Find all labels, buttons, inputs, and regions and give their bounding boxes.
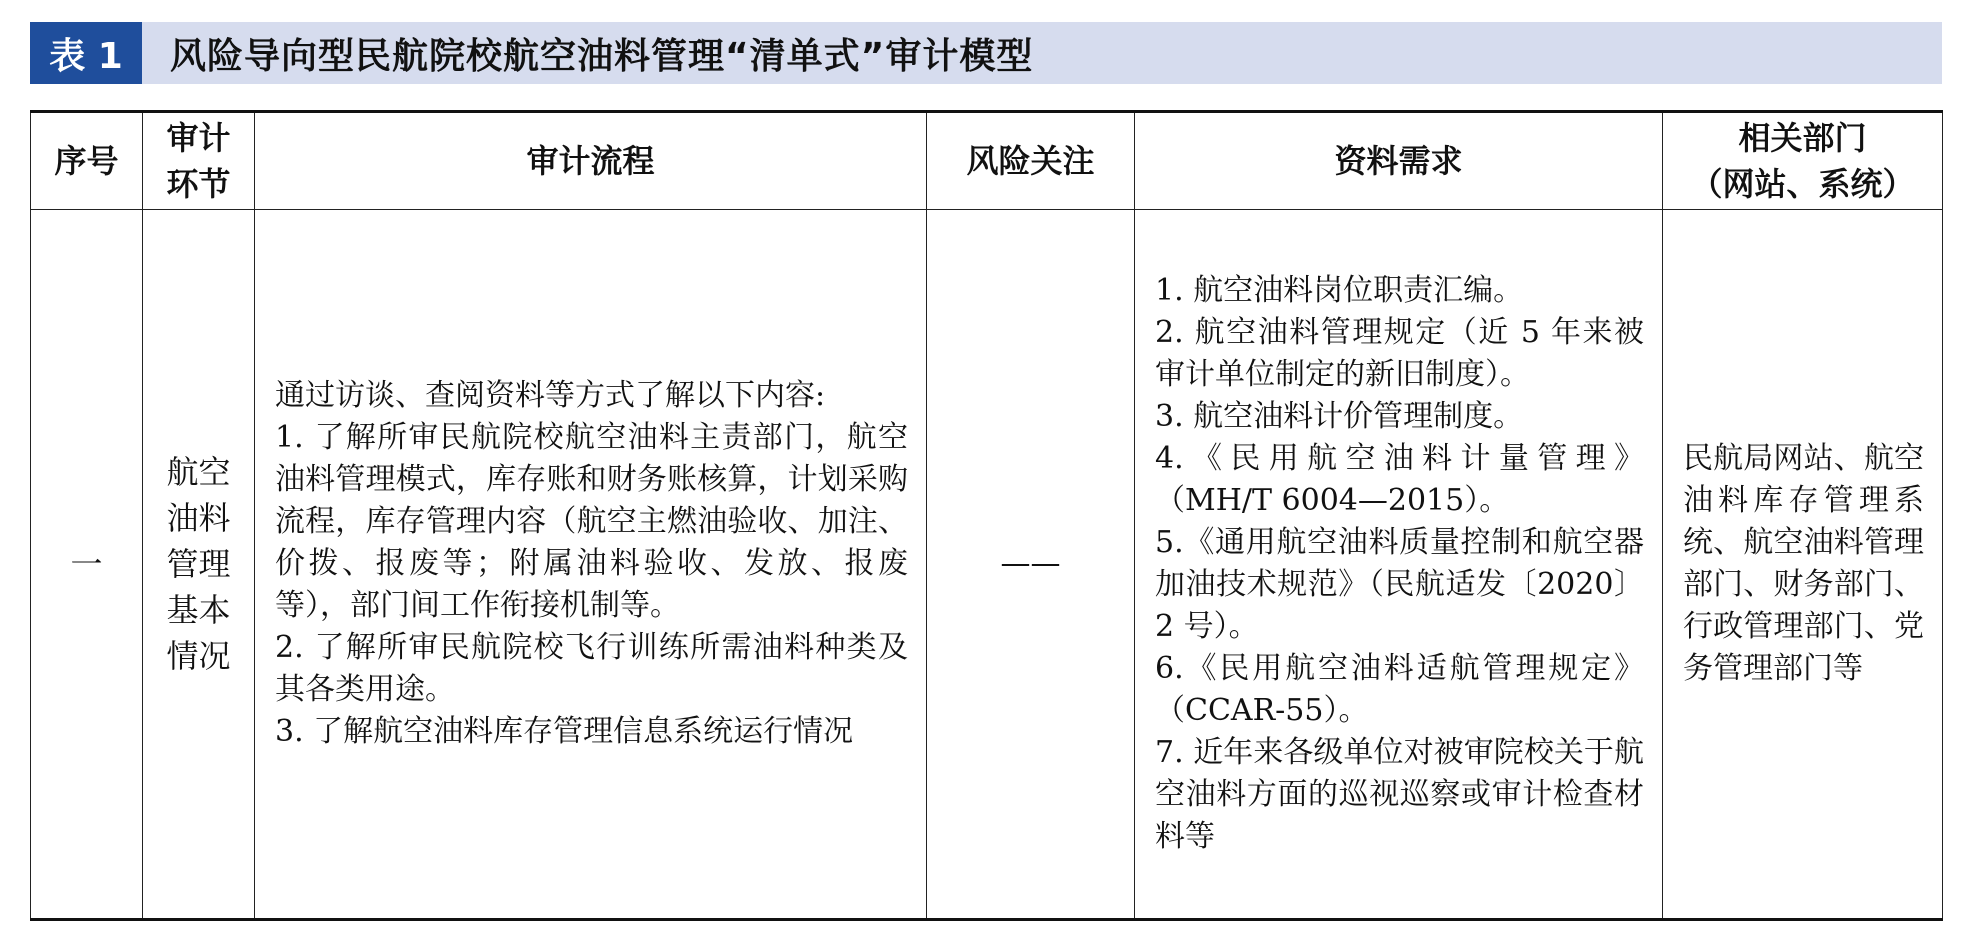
stage-line: 航空 [166, 453, 231, 491]
process-item: 3. 了解航空油料库存管理信息系统运行情况 [275, 714, 854, 749]
table-row [31, 210, 1943, 920]
header-stage-line1: 审计 [166, 119, 231, 157]
header-stage-line2: 环节 [166, 165, 231, 203]
cell-risk [927, 210, 1135, 920]
material-item: 7. 近年来各级单位对被审院校关于航空油料方面的巡视巡察或审计检查材料等 [1155, 735, 1644, 854]
header-dept-line1: 相关部门 [1738, 119, 1867, 157]
stage-line: 情况 [166, 637, 231, 675]
cell-process [255, 210, 927, 920]
process-item: 2. 了解所审民航院校飞行训练所需油料种类及其各类用途。 [275, 630, 908, 707]
header-risk: 风险关注 [927, 112, 1135, 210]
stage-line: 油料 [166, 499, 231, 537]
material-item: 2. 航空油料管理规定（近 5 年来被审计单位制定的新旧制度）。 [1155, 315, 1644, 392]
header-process: 审计流程 [255, 112, 927, 210]
process-intro: 通过访谈、查阅资料等方式了解以下内容: [275, 378, 826, 413]
material-item: 5.《通用航空油料质量控制和航空器加油技术规范》（民航适发〔2020〕2 号）。 [1155, 525, 1644, 644]
audit-model-table [30, 110, 1943, 921]
header-materials: 资料需求 [1135, 112, 1663, 210]
risk-dash: —— [1000, 546, 1061, 581]
cell-stage [143, 210, 255, 920]
material-item: 6.《民用航空油料适航管理规定》（CCAR-55）。 [1155, 651, 1644, 728]
table-title-bar [30, 22, 1942, 84]
cell-departments [1663, 210, 1943, 920]
cell-materials [1135, 210, 1663, 920]
departments-text: 民航局网站、航空油料库存管理系统、航空油料管理部门、财务部门、行政管理部门、党务管理部门等 [1683, 441, 1924, 686]
material-item: 3. 航空油料计价管理制度。 [1155, 399, 1524, 434]
table-header-row [31, 112, 1943, 210]
header-seq: 序号 [31, 112, 143, 210]
header-stage [143, 112, 255, 210]
material-item: 1. 航空油料岗位职责汇编。 [1155, 273, 1524, 308]
table-number-tag: 表 1 [30, 22, 142, 84]
stage-line: 基本 [166, 591, 231, 629]
material-item: 4.《民用航空油料计量管理》（MH/T 6004—2015）。 [1155, 441, 1644, 518]
cell-seq: 一 [31, 210, 143, 920]
table-title: 风险导向型民航院校航空油料管理“清单式”审计模型 [170, 35, 1034, 77]
header-dept-line2: （网站、系统） [1690, 165, 1915, 203]
stage-line: 管理 [166, 545, 231, 583]
process-item: 1. 了解所审民航院校航空油料主责部门，航空油料管理模式，库存账和财务账核算，计划采购流程，库存管理内容（航空主燃油验收、加注、价拨、报废等；附属油料验收、发放、报废等），部门间工作衔接机制等。 [275, 420, 908, 623]
header-departments [1663, 112, 1943, 210]
